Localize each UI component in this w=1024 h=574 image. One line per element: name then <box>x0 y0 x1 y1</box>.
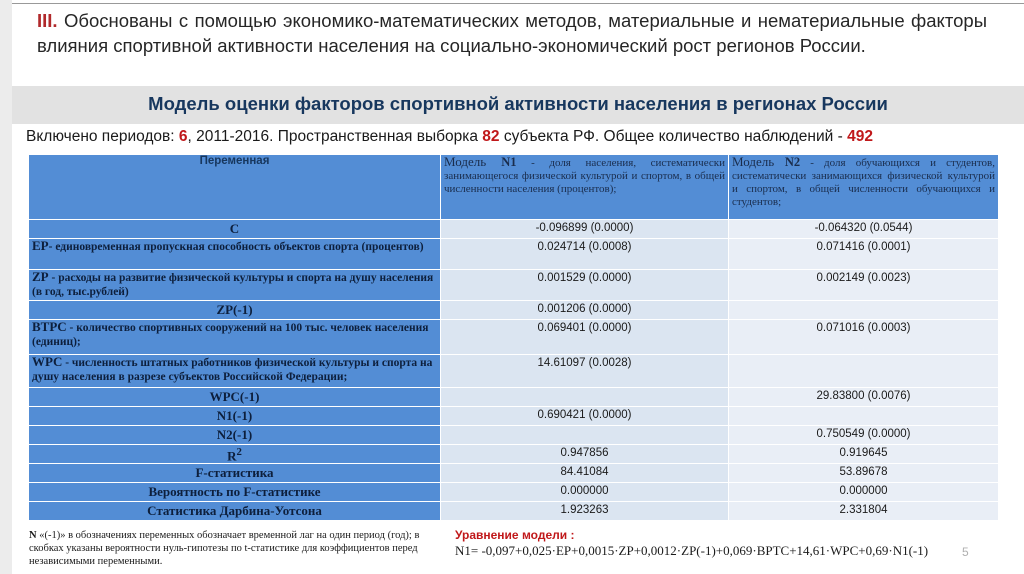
model-1-value: 0.069401 (0.0000) <box>441 320 729 355</box>
variable-name: EP <box>32 238 49 253</box>
model-1-value: 0.000000 <box>441 483 729 502</box>
slide-heading <box>37 8 987 58</box>
table-row <box>29 270 999 301</box>
col-header-model-2 <box>729 155 999 220</box>
variable-description: - количество спортивных сооружений на 100 тыс. человек населения (единиц); <box>32 322 429 348</box>
variable-cell <box>29 502 441 521</box>
table-row <box>29 320 999 355</box>
variable-name: N1(-1) <box>216 408 253 423</box>
model-1-label: Модель <box>444 154 502 169</box>
top-divider <box>12 3 1024 4</box>
heading-text: Обоснованы с помощью экономико-математических методов, материальные и нематериальные факторы влияния спортивной активности населения на социально-экономический рост регионов России. <box>37 10 987 56</box>
variable-cell <box>29 388 441 407</box>
model-1-desc: - доля населения, систематически занимающегося физической культурой и спортом, в общей численности населения (процентов); <box>444 157 725 195</box>
model-2-value <box>729 301 999 320</box>
model-2-value: 0.750549 (0.0000) <box>729 426 999 445</box>
model-2-value: -0.064320 (0.0544) <box>729 220 999 239</box>
model-2-value: 0.919645 <box>729 445 999 464</box>
variable-cell <box>29 239 441 270</box>
variable-name: R <box>227 448 237 464</box>
periods-text-2: , 2011-2016. Пространственная выборка <box>187 128 483 145</box>
model-1-value: 0.947856 <box>441 445 729 464</box>
footnote <box>29 529 447 568</box>
periods-count: 6 <box>178 128 188 145</box>
model-1-num: N1 <box>501 155 517 169</box>
table-row <box>29 239 999 270</box>
table-row <box>29 407 999 426</box>
model-1-value: 84.41084 <box>441 464 729 483</box>
model-2-value <box>729 355 999 388</box>
variable-name: WPC <box>32 354 63 369</box>
variable-name: ZP <box>32 269 49 284</box>
model-2-label: Модель <box>732 154 785 169</box>
model-1-value <box>441 388 729 407</box>
equation-label: Уравнение модели : <box>455 528 575 542</box>
variable-cell <box>29 320 441 355</box>
model-2-value: 0.000000 <box>729 483 999 502</box>
model-1-value: -0.096899 (0.0000) <box>441 220 729 239</box>
col-header-model-1 <box>441 155 729 220</box>
table-row <box>29 426 999 445</box>
model-1-value: 0.001206 (0.0000) <box>441 301 729 320</box>
regression-table <box>28 154 999 521</box>
model-2-value: 2.331804 <box>729 502 999 521</box>
variable-cell <box>29 301 441 320</box>
model-1-value: 1.923263 <box>441 502 729 521</box>
variable-name: Статистика Дарбина-Уотсона <box>147 503 322 519</box>
model-2-num: N2 <box>784 155 801 169</box>
variable-name: Вероятность по F-статистике <box>148 484 321 500</box>
model-1-value: 0.690421 (0.0000) <box>441 407 729 426</box>
variable-cell <box>29 445 441 464</box>
model-2-value: 0.002149 (0.0023) <box>729 270 999 301</box>
variable-name: ZP(-1) <box>216 302 253 317</box>
equation-text: N1= -0,097+0,025·EP+0,0015·ZP+0,0012·ZP(-1)+0,069·BPTC+14,61·WPC+0,69·N1(-1) <box>455 543 929 558</box>
model-1-value: 0.001529 (0.0000) <box>441 270 729 301</box>
variable-cell <box>29 426 441 445</box>
model-1-value: 14.61097 (0.0028) <box>441 355 729 388</box>
left-decor-bar <box>0 0 12 574</box>
table-row <box>29 355 999 388</box>
variable-cell <box>29 355 441 388</box>
table-header-row <box>29 155 999 220</box>
variable-description: - единовременная пропускная способность объектов спорта (процентов) <box>48 241 424 253</box>
heading-roman-numeral: III. <box>37 10 58 31</box>
variable-superscript: 2 <box>236 446 242 458</box>
variable-name: WPC(-1) <box>209 389 260 404</box>
slide-title: Модель оценки факторов спортивной активности населения в регионах России <box>148 93 888 114</box>
subjects-count: 82 <box>482 128 500 145</box>
table-row <box>29 502 999 521</box>
variable-description: - численность штатных работников физической культуры и спорта на душу населения в разрезе субъектов Российской Федерации; <box>32 357 433 383</box>
variable-name: C <box>229 221 240 236</box>
variable-name: BTPC <box>32 319 67 334</box>
variable-name: F-статистика <box>195 465 274 481</box>
variable-name: N2(-1) <box>216 427 253 442</box>
variable-description: - расходы на развитие физической культуры и спорта на душу населения (в год, тыс.рублей) <box>32 272 434 298</box>
model-2-value <box>729 407 999 426</box>
model-1-value: 0.024714 (0.0008) <box>441 239 729 270</box>
variable-cell <box>29 464 441 483</box>
periods-text-1: Включено периодов: <box>26 128 179 145</box>
table-row <box>29 220 999 239</box>
model-2-desc: - доля обучающихся и студентов, систематически занимающихся физической культурой и спортом, в общей численности обучающихся и студентов; <box>732 157 995 208</box>
model-2-value: 0.071416 (0.0001) <box>729 239 999 270</box>
table-row <box>29 483 999 502</box>
variable-cell <box>29 220 441 239</box>
variable-cell <box>29 270 441 301</box>
model-2-value: 53.89678 <box>729 464 999 483</box>
page-number: 5 <box>962 545 969 559</box>
footnote-text: «(-1)» в обозначениях переменных обозначает временной лаг на один период (год); в скобках указаны вероятности нуль-гипотезы по t-статистике для коэффициентов перед независимыми переменными. <box>29 530 420 567</box>
sample-description <box>26 128 1016 146</box>
model-2-value: 29.83800 (0.0076) <box>729 388 999 407</box>
variable-cell <box>29 483 441 502</box>
variable-cell <box>29 407 441 426</box>
col-header-variable: Переменная <box>29 155 441 220</box>
model-1-value <box>441 426 729 445</box>
model-2-value: 0.071016 (0.0003) <box>729 320 999 355</box>
observations-count: 492 <box>847 128 873 145</box>
table-row <box>29 445 999 464</box>
periods-text-3: субъекта РФ. Общее количество наблюдений - <box>499 128 848 145</box>
table-row <box>29 464 999 483</box>
table-row <box>29 301 999 320</box>
table-row <box>29 388 999 407</box>
footnote-bold: N <box>29 530 37 541</box>
